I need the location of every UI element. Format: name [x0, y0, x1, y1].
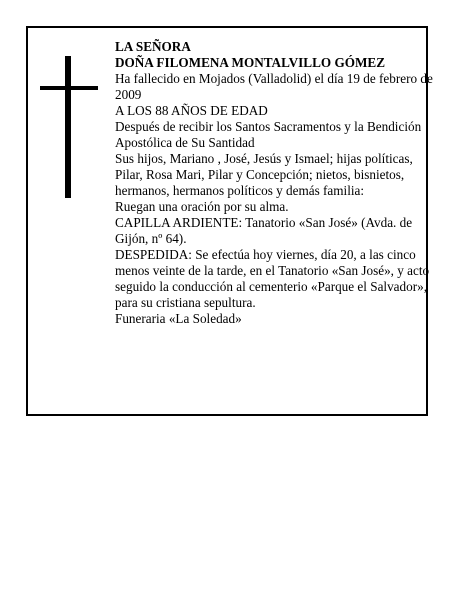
farewell-info: DESPEDIDA: Se efectúa hoy viernes, día 20, a las cinco menos veinte de la tarde, en el Tanatorio «San José», y acto seguido la conducción al cementerio «Parque el Salvador», para su cristiana sepultura. [115, 247, 430, 310]
cross-horizontal-bar [40, 86, 98, 90]
family-list: Sus hijos, Mariano , José, Jesús y Ismael; hijas políticas, Pilar, Rosa Mari, Pilar y Concepción; nietos, bisnietos, hermanos, hermanos políticos y demás familia: [115, 151, 413, 198]
cross-icon [40, 56, 98, 198]
death-info: Ha fallecido en Mojados (Valladolid) el día 19 de febrero de 2009 [115, 71, 433, 102]
notice-text [115, 39, 433, 327]
deceased-name: DOÑA FILOMENA MONTALVILLO GÓMEZ [115, 55, 386, 70]
notice-heading: LA SEÑORA [115, 39, 191, 54]
age-line: A LOS 88 AÑOS DE EDAD [115, 103, 268, 118]
funeral-home: Funeraria «La Soledad» [115, 311, 242, 326]
sacraments-line: Después de recibir los Santos Sacramentos y la Bendición Apostólica de Su Santidad [115, 119, 422, 150]
chapel-info: CAPILLA ARDIENTE: Tanatorio «San José» (Avda. de Gijón, nº 64). [115, 215, 413, 246]
cross-vertical-bar [65, 56, 71, 198]
prayer-request: Ruegan una oración por su alma. [115, 199, 289, 214]
obituary-notice [26, 26, 433, 416]
